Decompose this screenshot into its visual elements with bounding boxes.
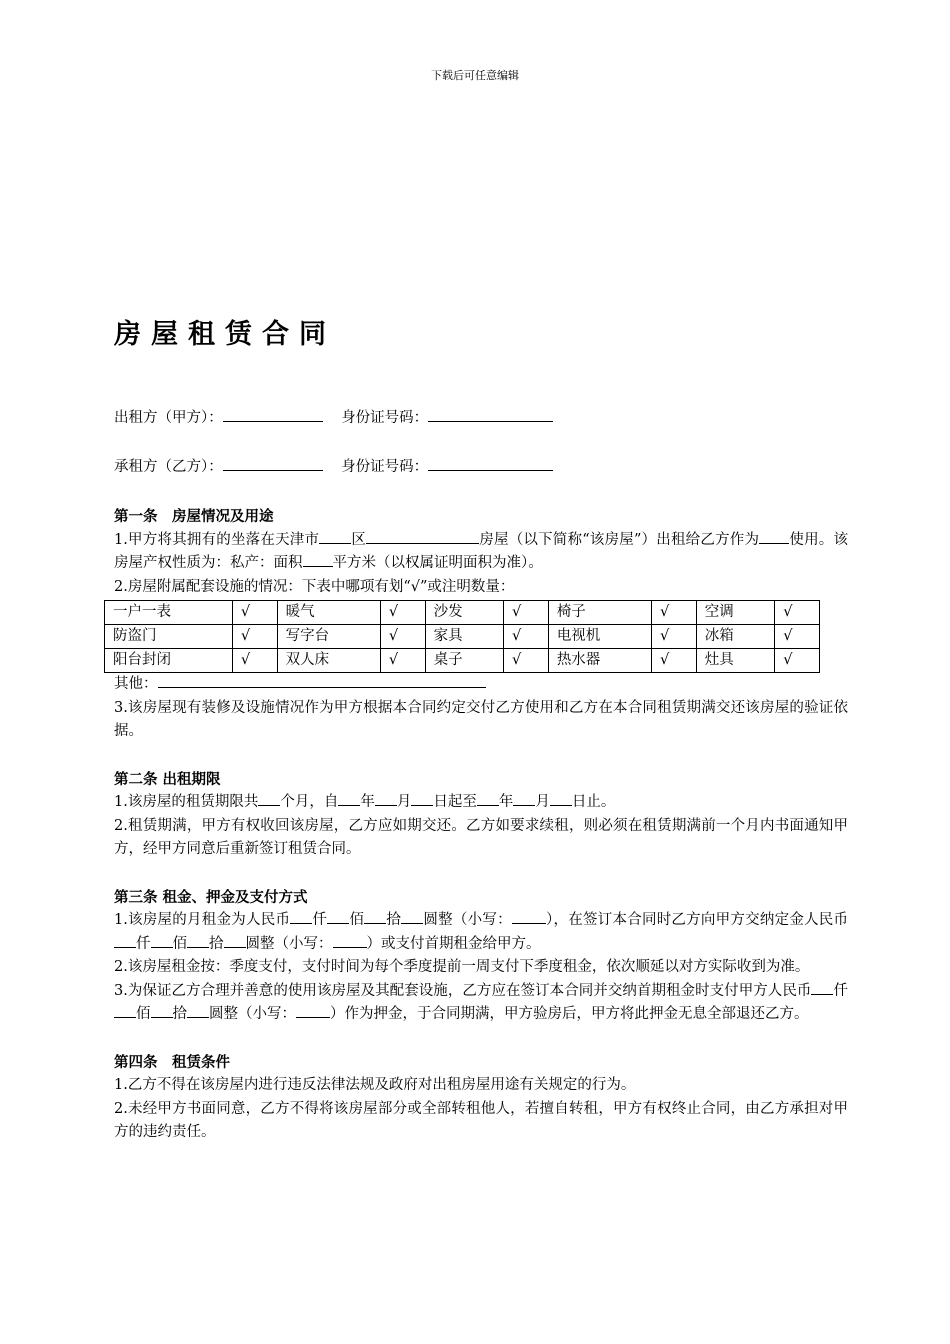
fill-in-blank bbox=[364, 909, 386, 924]
article-1-clause-1 bbox=[114, 529, 848, 576]
clause-text: 日起至 bbox=[433, 794, 477, 810]
fill-in-blank bbox=[550, 791, 572, 806]
facility-name-cell: 家具 bbox=[425, 625, 503, 649]
facility-name-cell: 空调 bbox=[696, 601, 774, 625]
facility-name-cell: 灶具 bbox=[696, 649, 774, 673]
fill-in-blank bbox=[375, 791, 397, 806]
clause-text: 拾 bbox=[172, 1006, 187, 1022]
clause-text: 拾 bbox=[209, 935, 224, 952]
article-4-clause-1: 1.乙方不得在该房屋内进行违反法律法规及政府对出租房屋用途有关规定的行为。 bbox=[114, 1077, 636, 1093]
lessor-name-blank bbox=[223, 407, 323, 422]
clause-text: 圆整（小写： bbox=[423, 912, 512, 928]
facility-check-cell: √ bbox=[775, 649, 820, 673]
facility-check-cell: √ bbox=[504, 601, 549, 625]
clause-text: 个月，自 bbox=[280, 794, 339, 810]
facility-name-cell: 暖气 bbox=[277, 601, 380, 625]
fill-in-blank bbox=[114, 933, 136, 948]
fill-in-blank bbox=[151, 933, 173, 948]
facility-name-cell: 阳台封闭 bbox=[105, 649, 233, 673]
clause-text: 月 bbox=[535, 794, 550, 810]
contract-body bbox=[114, 505, 848, 1145]
clause-text: 年 bbox=[360, 794, 375, 810]
fill-in-blank bbox=[512, 909, 546, 924]
facility-name-cell: 写字台 bbox=[277, 625, 380, 649]
fill-in-blank bbox=[477, 791, 499, 806]
lessee-name-blank bbox=[223, 456, 323, 471]
clause-text: 年 bbox=[498, 794, 514, 810]
clause-text: ）作为押金，于合同期满，甲方验房后，甲方将此押金无息全部退还乙方。 bbox=[330, 1006, 809, 1022]
fill-in-blank bbox=[258, 791, 280, 806]
facilities-table bbox=[104, 600, 820, 673]
clause-text: 仟 bbox=[312, 912, 328, 928]
facility-check-cell: √ bbox=[504, 625, 549, 649]
fill-in-blank bbox=[811, 980, 833, 995]
fill-in-blank bbox=[759, 529, 789, 544]
facility-check-cell: √ bbox=[775, 625, 820, 649]
fill-in-blank bbox=[158, 673, 486, 688]
lessee-label: 承租方（乙方）： bbox=[114, 459, 223, 475]
clause-text: 日止。 bbox=[571, 794, 616, 810]
lessor-line bbox=[114, 406, 553, 427]
facility-check-cell: √ bbox=[651, 625, 696, 649]
document-title: 房屋租赁合同 bbox=[114, 319, 336, 350]
clause-text: 房屋（以下简称“该房屋”）出租给乙方作为 bbox=[479, 531, 760, 548]
fill-in-blank bbox=[401, 909, 423, 924]
facility-check-cell: √ bbox=[775, 601, 820, 625]
fill-in-blank bbox=[224, 933, 246, 948]
article-2-heading: 第二条 出租期限 bbox=[114, 770, 221, 788]
table-row bbox=[105, 601, 820, 625]
clause-text: 1.该房屋的租赁期限共 bbox=[114, 794, 259, 810]
fill-in-blank bbox=[411, 791, 433, 806]
article-3-clause-3 bbox=[114, 980, 848, 1027]
facility-check-cell: √ bbox=[232, 625, 277, 649]
fill-in-blank bbox=[151, 1003, 173, 1018]
facility-name-cell: 热水器 bbox=[548, 649, 651, 673]
facility-check-cell: √ bbox=[232, 649, 277, 673]
clause-text: 仟 bbox=[136, 935, 151, 952]
lessor-label: 出租方（甲方）： bbox=[114, 410, 223, 426]
clause-text: 佰 bbox=[349, 912, 365, 928]
fill-in-blank bbox=[303, 552, 333, 567]
fill-in-blank bbox=[327, 909, 349, 924]
clause-text: ）或支付首期租金给甲方。 bbox=[366, 935, 541, 952]
lessor-id-blank bbox=[428, 407, 553, 422]
article-3-clause-2: 2.该房屋租金按：季度支付，支付时间为每个季度提前一周支付下季度租金，依次顺延以对方实际收到为准。 bbox=[114, 959, 810, 975]
article-1-heading: 第一条 房屋情况及用途 bbox=[114, 508, 274, 525]
clause-text: 其他： bbox=[114, 676, 158, 692]
fill-in-blank bbox=[319, 529, 351, 544]
clause-text: 仟 bbox=[833, 982, 848, 999]
lessor-id-label: 身份证号码： bbox=[341, 410, 429, 426]
article-3-heading: 第三条 租金、押金及支付方式 bbox=[114, 888, 308, 906]
table-row bbox=[105, 649, 820, 673]
lessee-id-blank bbox=[428, 456, 553, 471]
fill-in-blank bbox=[114, 1003, 136, 1018]
clause-text: 区 bbox=[351, 531, 367, 548]
clause-text: 1.该房屋的月租金为人民币 bbox=[114, 912, 291, 928]
fill-in-blank bbox=[333, 933, 367, 948]
clause-text: 圆整（小写： bbox=[209, 1006, 296, 1022]
facility-name-cell: 椅子 bbox=[548, 601, 651, 625]
fill-in-blank bbox=[296, 1003, 330, 1018]
facility-check-cell: √ bbox=[380, 649, 425, 673]
clause-text: 3.为保证乙方合理并善意的使用该房屋及其配套设施，乙方应在签订本合同并交纳首期租金时支付甲方人民币 bbox=[114, 982, 812, 999]
article-1-clause-2: 2.房屋附属配套设施的情况：下表中哪项有划“√”或注明数量： bbox=[114, 578, 515, 595]
facility-check-cell: √ bbox=[651, 649, 696, 673]
facility-check-cell: √ bbox=[380, 625, 425, 649]
other-facilities-line bbox=[114, 673, 848, 697]
clause-text: 平方米（以权属证明面积为准）。 bbox=[332, 555, 543, 571]
facility-name-cell: 冰箱 bbox=[696, 625, 774, 649]
fill-in-blank bbox=[187, 1003, 209, 1018]
facility-check-cell: √ bbox=[380, 601, 425, 625]
table-row bbox=[105, 625, 820, 649]
article-2-clause-1 bbox=[114, 791, 848, 815]
fill-in-blank bbox=[513, 791, 535, 806]
clause-text: 1.甲方将其拥有的坐落在天津市 bbox=[114, 531, 320, 548]
lessee-id-label: 身份证号码： bbox=[341, 459, 429, 475]
clause-text: ），在签订本合同时乙方向甲方交纳定金人民币 bbox=[545, 912, 849, 928]
clause-text: 月 bbox=[396, 794, 412, 810]
article-4-clause-2: 2.未经甲方书面同意，乙方不得将该房屋部分或全部转租他人，若擅自转租，甲方有权终止合同，由乙方承担对甲方的违约责任。 bbox=[114, 1100, 848, 1140]
facility-check-cell: √ bbox=[651, 601, 696, 625]
fill-in-blank bbox=[187, 933, 209, 948]
facility-name-cell: 桌子 bbox=[425, 649, 503, 673]
lessee-line bbox=[114, 455, 553, 476]
fill-in-blank bbox=[366, 529, 479, 544]
article-2-clause-2: 2.租赁期满，甲方有权收回该房屋，乙方应如期交还。乙方如要求续租，则必须在租赁期满前一个月内书面通知甲方，经甲方同意后重新签订租赁合同。 bbox=[114, 817, 848, 857]
facility-name-cell: 防盗门 bbox=[105, 625, 233, 649]
article-4-heading: 第四条 租赁条件 bbox=[114, 1053, 230, 1071]
article-1-clause-3: 3.该房屋现有装修及设施情况作为甲方根据本合同约定交付乙方使用和乙方在本合同租赁期满交还该房屋的验证依据。 bbox=[114, 699, 848, 739]
facility-check-cell: √ bbox=[232, 601, 277, 625]
clause-text: 使用。该房屋产权性质为：私产：面积 bbox=[114, 531, 848, 571]
facility-check-cell: √ bbox=[504, 649, 549, 673]
article-3-clause-1 bbox=[114, 909, 848, 956]
clause-text: 佰 bbox=[172, 935, 187, 952]
facility-name-cell: 沙发 bbox=[425, 601, 503, 625]
fill-in-blank bbox=[290, 909, 312, 924]
fill-in-blank bbox=[338, 791, 360, 806]
header-note: 下载后可任意编辑 bbox=[431, 69, 519, 82]
clause-text: 拾 bbox=[386, 912, 402, 928]
facility-name-cell: 一户一表 bbox=[105, 601, 233, 625]
facility-name-cell: 电视机 bbox=[548, 625, 651, 649]
facility-name-cell: 双人床 bbox=[277, 649, 380, 673]
clause-text: 圆整（小写： bbox=[245, 935, 333, 952]
clause-text: 佰 bbox=[136, 1006, 151, 1022]
